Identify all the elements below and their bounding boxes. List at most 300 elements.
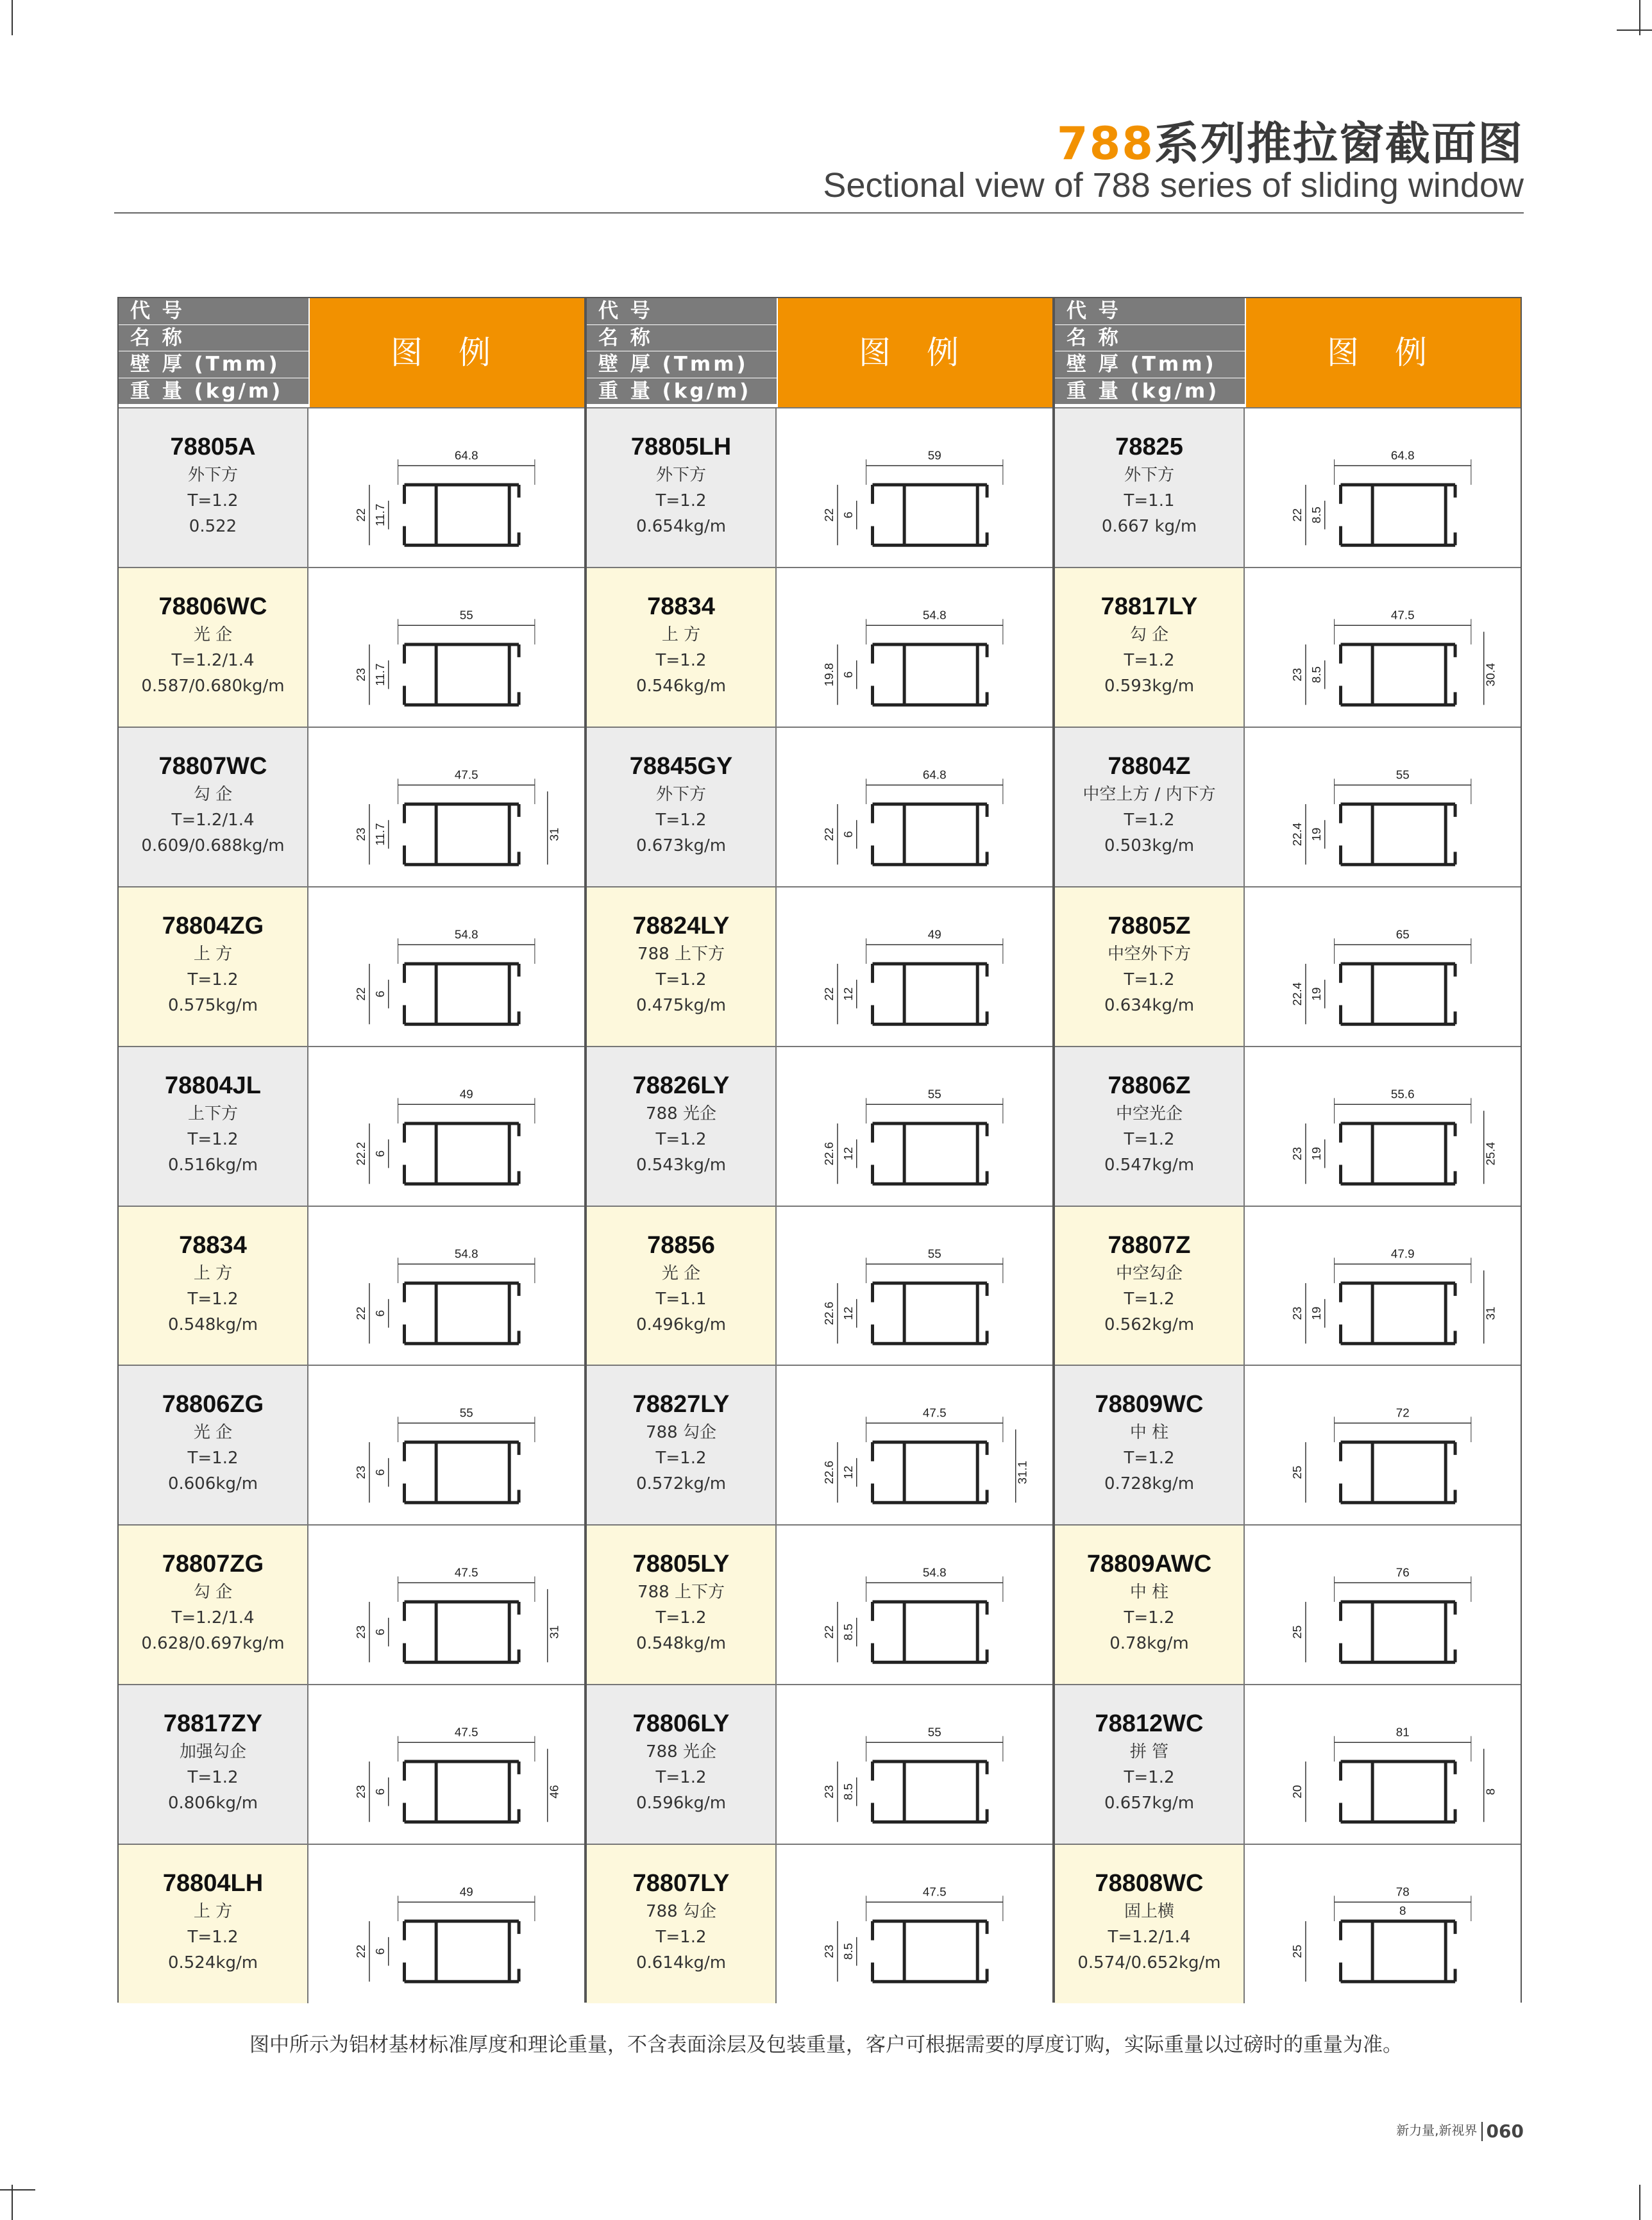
profile-code: 78827LY [632, 1391, 730, 1418]
table-row [1055, 1524, 1521, 1684]
dimension-right: 31 [547, 827, 561, 841]
profile-code: 78856 [647, 1231, 715, 1259]
profile-drawing [308, 1047, 584, 1206]
table-row [119, 886, 584, 1046]
profile-name: 788 勾企 [646, 1902, 716, 1922]
profile-outline [405, 1123, 519, 1184]
dimension-right: 31 [547, 1625, 561, 1639]
profile-code: 78804JL [164, 1072, 261, 1099]
dimension-inner: 6 [841, 830, 855, 838]
title-text: 系列推拉窗截面图 [1154, 117, 1524, 170]
profile-thickness: T=1.2 [1124, 650, 1175, 670]
footnote: 图中所示为铝材基材标准厚度和理论重量，不含表面涂层及包装重量，客户可根据需要的厚度订购，实际重量以过磅时的重量为准。 [249, 2033, 1403, 2056]
profile-code: 78809AWC [1086, 1551, 1212, 1578]
title-rule [114, 212, 1524, 214]
profile-section-svg [1245, 887, 1521, 1046]
profile-thickness: T=1.2 [187, 1129, 239, 1149]
profile-outline [1341, 804, 1456, 864]
table-row [119, 567, 584, 727]
profile-thickness: T=1.2/1.4 [171, 650, 255, 670]
profile-outline [405, 485, 519, 545]
profile-code: 78817LY [1100, 593, 1198, 620]
profile-code: 78812WC [1095, 1710, 1204, 1738]
profile-section-svg [308, 1207, 584, 1365]
profile-drawing [1245, 1685, 1521, 1844]
profile-weight: 0.657kg/m [1104, 1794, 1195, 1813]
profile-thickness: T=1.2 [655, 491, 707, 510]
header-label-thickness: 壁 厚 (Tmm) [1055, 351, 1245, 378]
profile-drawing [777, 728, 1052, 886]
profile-weight: 0.634kg/m [1104, 995, 1195, 1015]
dimension-width: 55 [459, 1406, 473, 1420]
profile-thickness: T=1.2 [187, 970, 239, 989]
profile-code: 78817ZY [163, 1710, 263, 1738]
profile-outline [405, 964, 519, 1024]
profile-weight: 0.609/0.688kg/m [141, 836, 285, 855]
profile-drawing [308, 1845, 584, 2003]
dimension-height: 22.6 [822, 1301, 836, 1325]
dimension-inner: 6 [373, 1150, 387, 1157]
profile-thickness: T=1.2 [187, 1449, 239, 1468]
profile-section-svg [777, 1526, 1052, 1684]
dimension-width: 47.5 [922, 1406, 947, 1420]
profile-weight: 0.547kg/m [1104, 1155, 1195, 1175]
profile-section-svg [777, 1047, 1052, 1206]
dimension-width: 55 [927, 1246, 941, 1260]
dimension-height: 25 [1290, 1466, 1304, 1480]
profile-code: 78807WC [158, 752, 267, 780]
dimension-width: 76 [1395, 1565, 1410, 1579]
header-label-thickness: 壁 厚 (Tmm) [587, 351, 777, 378]
profile-info [587, 1047, 777, 1206]
table-row [1055, 727, 1521, 886]
profile-thickness: T=1.2 [187, 1289, 239, 1309]
profile-section-svg [308, 1685, 584, 1844]
profile-outline [405, 804, 519, 864]
profile-outline [405, 1283, 519, 1343]
profile-name: 外下方 [187, 466, 238, 485]
profile-weight: 0.654kg/m [636, 517, 727, 536]
profile-info [587, 408, 777, 567]
dimension-width: 49 [459, 1885, 473, 1899]
profile-section-svg [1245, 1526, 1521, 1684]
table-row [1055, 1365, 1521, 1524]
page-subtitle: Sectional view of 788 series of sliding window [823, 166, 1524, 205]
profile-name: 加强勾企 [179, 1742, 246, 1762]
profile-drawing [777, 1047, 1052, 1206]
dimension-inner: 19 [1309, 1306, 1323, 1320]
profile-thickness: T=1.2 [655, 1449, 707, 1468]
dimension-inner: 6 [373, 990, 387, 998]
profile-section-svg [308, 1366, 584, 1524]
profile-outline [1341, 964, 1456, 1024]
dimension-width: 47.5 [454, 768, 478, 782]
table-row [587, 1524, 1052, 1684]
header-labels [587, 298, 777, 407]
profile-drawing [1245, 1366, 1521, 1524]
profile-outline [405, 1921, 519, 1981]
table-row [587, 567, 1052, 727]
dimension-inner: 6 [841, 511, 855, 519]
crop-mark [12, 0, 13, 35]
header-label-code: 代 号 [119, 298, 308, 325]
profile-code: 78805A [170, 433, 256, 460]
profile-name: 788 勾企 [646, 1423, 716, 1443]
profile-thickness: T=1.2 [655, 1768, 707, 1788]
dimension-width: 49 [459, 1086, 473, 1100]
profile-section-svg [777, 728, 1052, 886]
profile-info [587, 1366, 777, 1524]
profile-info [119, 1207, 308, 1365]
profile-drawing [308, 1366, 584, 1524]
table-column [117, 297, 586, 2003]
profile-name: 788 上下方 [637, 944, 725, 964]
dimension-height: 22 [822, 1625, 836, 1639]
profile-info [587, 568, 777, 727]
profile-thickness: T=1.2 [1124, 1129, 1175, 1149]
profile-weight: 0.548kg/m [167, 1315, 258, 1334]
dimension-height: 23 [1290, 668, 1304, 682]
dimension-width: 72 [1395, 1406, 1410, 1420]
dimension-inner: 19 [1309, 987, 1323, 1001]
profile-weight: 0.667 kg/m [1101, 517, 1197, 536]
profile-drawing [1245, 1526, 1521, 1684]
profile-thickness: T=1.2 [1124, 1289, 1175, 1309]
profile-thickness: T=1.1 [1124, 491, 1175, 510]
table-row [1055, 407, 1521, 567]
table-row [119, 1365, 584, 1524]
profile-name: 788 上下方 [637, 1583, 725, 1602]
dimension-width: 49 [927, 927, 941, 941]
profile-code: 78807Z [1108, 1231, 1191, 1259]
table-row [587, 1365, 1052, 1524]
table-row [587, 727, 1052, 886]
profile-code: 78808WC [1095, 1870, 1204, 1897]
dimension-height: 22 [822, 508, 836, 522]
profile-name: 上 方 [193, 944, 233, 964]
dimension-inner: 12 [841, 1147, 855, 1161]
dimension-height: 22 [354, 987, 368, 1001]
profile-drawing [1245, 1207, 1521, 1365]
dimension-width: 78 [1395, 1885, 1410, 1899]
profile-drawing [777, 887, 1052, 1046]
profile-name: 中 柱 [1129, 1583, 1169, 1602]
table-row [119, 1844, 584, 2003]
table-row [587, 1684, 1052, 1844]
profile-drawing [308, 1685, 584, 1844]
profile-section-svg [777, 408, 1052, 567]
profile-drawing [777, 1366, 1052, 1524]
profile-outline [405, 644, 519, 705]
profile-info [587, 1685, 777, 1844]
profile-code: 78809WC [1095, 1391, 1204, 1418]
profile-drawing [777, 1845, 1052, 2003]
dimension-height: 23 [822, 1944, 836, 1958]
profile-thickness: T=1.1 [655, 1289, 707, 1309]
table-row [587, 1046, 1052, 1206]
profile-code: 78834 [647, 593, 715, 620]
profile-info [1055, 887, 1245, 1046]
dimension-width: 64.8 [922, 768, 947, 782]
dimension-inner: 6 [373, 1309, 387, 1316]
profile-drawing [308, 568, 584, 727]
header-label-code: 代 号 [587, 298, 777, 325]
profile-name: 外下方 [655, 784, 706, 804]
profile-info [587, 1526, 777, 1684]
header-label-weight: 重 量 (kg/m) [1055, 378, 1245, 405]
profile-thickness: T=1.2 [1124, 810, 1175, 830]
profile-info [119, 728, 308, 886]
dimension-right: 46 [547, 1785, 561, 1799]
profile-drawing [777, 1207, 1052, 1365]
profile-drawing [777, 1685, 1052, 1844]
dimension-height: 23 [1290, 1306, 1304, 1320]
profile-section-svg [1245, 568, 1521, 727]
dimension-height: 22 [354, 1944, 368, 1958]
profile-outline [405, 1762, 519, 1822]
profile-thickness: T=1.2 [187, 491, 239, 510]
dimension-height: 22 [822, 827, 836, 841]
profile-drawing [777, 1526, 1052, 1684]
page-footer [1396, 2120, 1524, 2142]
profile-drawing [308, 1526, 584, 1684]
header-label-name: 名 称 [119, 325, 308, 352]
dimension-width: 47.5 [922, 1885, 947, 1899]
profile-info [1055, 1207, 1245, 1365]
table-row [119, 727, 584, 886]
dimension-height: 22.6 [822, 1461, 836, 1484]
profile-name: 勾 企 [193, 1583, 233, 1602]
dimension-inner: 12 [841, 987, 855, 1001]
dimension-width: 64.8 [1390, 448, 1415, 462]
table-row [1055, 1844, 1521, 2003]
profile-weight: 0.606kg/m [167, 1474, 258, 1494]
crop-mark [1639, 2185, 1640, 2220]
profile-weight: 0.543kg/m [636, 1155, 727, 1175]
profile-weight: 0.574/0.652kg/m [1077, 1953, 1221, 1973]
profile-outline [873, 1123, 988, 1184]
profile-section-svg [308, 1526, 584, 1684]
profile-thickness: T=1.2 [187, 1928, 239, 1947]
profile-outline [873, 1762, 988, 1822]
profile-code: 78807LY [632, 1870, 730, 1897]
profile-weight: 0.728kg/m [1104, 1474, 1195, 1494]
profile-name: 中空外下方 [1107, 944, 1191, 964]
profile-name: 光 企 [661, 1263, 701, 1283]
profile-outline [873, 1921, 988, 1981]
profile-info [1055, 1526, 1245, 1684]
profile-outline [1341, 644, 1456, 705]
profile-thickness: T=1.2/1.4 [171, 1608, 255, 1628]
profile-info [1055, 1845, 1245, 2003]
profile-outline [873, 1283, 988, 1343]
dimension-height: 19.8 [822, 662, 836, 687]
profile-thickness: T=1.2 [655, 810, 707, 830]
profile-thickness: T=1.2 [655, 650, 707, 670]
header-label-name: 名 称 [1055, 325, 1245, 352]
dimension-inner: 12 [841, 1306, 855, 1320]
table-row [119, 407, 584, 567]
profile-weight: 0.475kg/m [636, 995, 727, 1015]
dimension-width: 54.8 [922, 1565, 947, 1579]
dimension-height: 23 [354, 668, 368, 682]
profile-section-svg [308, 1845, 584, 2003]
header-legend: 图 例 [308, 298, 584, 407]
header-labels [119, 298, 308, 407]
profile-outline [1341, 1123, 1456, 1184]
profile-info [1055, 568, 1245, 727]
dimension-height: 23 [822, 1785, 836, 1799]
profile-thickness: T=1.2 [655, 1928, 707, 1947]
table-row [587, 407, 1052, 567]
dimension-inner: 8.5 [1309, 507, 1323, 524]
table-row [119, 1206, 584, 1365]
dimension-inner: 11.7 [373, 663, 387, 686]
profile-weight: 0.516kg/m [167, 1155, 258, 1175]
profile-weight: 0.575kg/m [167, 995, 258, 1015]
dimension-inner: 6 [373, 1948, 387, 1955]
profile-outline [405, 1602, 519, 1662]
dimension-height: 22.6 [822, 1141, 836, 1166]
profile-section-svg [1245, 728, 1521, 886]
header-label-weight: 重 量 (kg/m) [119, 378, 308, 405]
profile-weight: 0.572kg/m [636, 1474, 727, 1494]
profile-weight: 0.496kg/m [636, 1315, 727, 1334]
profile-name: 勾 企 [1129, 625, 1169, 644]
profile-name: 788 光企 [646, 1104, 716, 1123]
profile-outline [1341, 1602, 1456, 1662]
dimension-height: 22.4 [1290, 982, 1304, 1006]
profile-name: 外下方 [655, 466, 706, 485]
profile-name: 拼 管 [1129, 1742, 1169, 1762]
profile-thickness: T=1.2 [187, 1768, 239, 1788]
profile-drawing [308, 728, 584, 886]
profile-info [119, 1366, 308, 1524]
profile-weight: 0.596kg/m [636, 1794, 727, 1813]
profile-thickness: T=1.2/1.4 [171, 810, 255, 830]
profile-section-svg [777, 1366, 1052, 1524]
profile-drawing [1245, 568, 1521, 727]
crop-mark [0, 2189, 35, 2191]
dimension-inner: 11.7 [373, 823, 387, 846]
dimension-width: 55 [459, 608, 473, 622]
profile-weight: 0.522 [189, 517, 237, 536]
table-column [586, 297, 1054, 2003]
profile-code: 78806Z [1108, 1072, 1191, 1099]
profile-name: 上 方 [193, 1263, 233, 1283]
dimension-inner: 8.5 [841, 1783, 855, 1801]
profile-section-svg [308, 1047, 584, 1206]
dimension-right: 31 [1483, 1306, 1497, 1320]
profile-outline [873, 964, 988, 1024]
table-row [1055, 1684, 1521, 1844]
header-legend: 图 例 [1245, 298, 1521, 407]
profile-info [587, 1845, 777, 2003]
profile-outline [1341, 1283, 1456, 1343]
profile-section-svg [1245, 1366, 1521, 1524]
dimension-width: 54.8 [922, 608, 947, 622]
profile-weight: 0.524kg/m [167, 1953, 258, 1973]
table-row [1055, 1206, 1521, 1365]
table-row [119, 1684, 584, 1844]
profile-weight: 0.562kg/m [1104, 1315, 1195, 1334]
page-title [1057, 108, 1524, 172]
profile-thickness: T=1.2 [1124, 1768, 1175, 1788]
profile-section-svg [777, 568, 1052, 727]
profile-weight: 0.593kg/m [1104, 676, 1195, 696]
profile-info [119, 887, 308, 1046]
profile-section-svg [777, 1845, 1052, 2003]
dimension-width: 47.5 [1390, 608, 1415, 622]
table-header [587, 298, 1052, 407]
profile-section-svg [1245, 1207, 1521, 1365]
profile-drawing [308, 1207, 584, 1365]
profile-thickness: T=1.2 [1124, 970, 1175, 989]
dimension-height: 25 [1290, 1944, 1304, 1958]
profile-outline [873, 804, 988, 864]
table-row [119, 1524, 584, 1684]
profile-outline [873, 644, 988, 705]
table-row [587, 1206, 1052, 1365]
profile-section-svg [1245, 408, 1521, 567]
dimension-inner: 19 [1309, 827, 1323, 841]
profile-name: 上下方 [187, 1104, 238, 1123]
slogan: 新力量,新视界 [1396, 2123, 1478, 2138]
dimension-width: 55 [927, 1086, 941, 1100]
profile-name: 光 企 [193, 1423, 233, 1443]
dimension-width: 47.5 [454, 1725, 478, 1739]
dimension-inner: 8.5 [1309, 666, 1323, 684]
dimension-width: 64.8 [454, 448, 478, 462]
profile-thickness: T=1.2 [1124, 1449, 1175, 1468]
dimension-height: 23 [354, 1785, 368, 1799]
profile-code: 78807ZG [162, 1551, 264, 1578]
table-row [1055, 886, 1521, 1046]
dimension-height: 25 [1290, 1625, 1304, 1639]
profile-info [587, 728, 777, 886]
table-header [119, 298, 584, 407]
profile-outline [873, 1442, 988, 1502]
profile-name: 中空勾企 [1115, 1263, 1183, 1283]
table-column [1054, 297, 1522, 2003]
profile-name: 中空上方 / 内下方 [1083, 784, 1216, 804]
page-number: 060 [1486, 2121, 1524, 2142]
profile-thickness: T=1.2 [1124, 1608, 1175, 1628]
profile-outline [1341, 1921, 1456, 1981]
profile-code: 78806ZG [162, 1391, 264, 1418]
profile-info [1055, 1047, 1245, 1206]
profile-name: 中空光企 [1115, 1104, 1183, 1123]
dimension-height: 22 [354, 508, 368, 522]
profile-code: 78804Z [1108, 752, 1191, 780]
header-label-thickness: 壁 厚 (Tmm) [119, 351, 308, 378]
dimension-width: 55 [1395, 768, 1410, 782]
profile-weight: 0.614kg/m [636, 1953, 727, 1973]
profile-thickness: T=1.2 [655, 970, 707, 989]
title-number: 788 [1056, 117, 1154, 170]
profile-code: 78804LH [162, 1870, 264, 1897]
profile-code: 78804ZG [162, 912, 264, 939]
profile-drawing [1245, 1845, 1521, 2003]
profile-thickness: T=1.2 [655, 1129, 707, 1149]
profile-section-svg [1245, 1047, 1521, 1206]
table-header [1055, 298, 1521, 407]
dimension-mid: 8 [1399, 1904, 1406, 1918]
dimension-height: 22 [1290, 508, 1304, 522]
profile-info [119, 1047, 308, 1206]
table-row [1055, 567, 1521, 727]
dimension-inner: 8.5 [841, 1943, 855, 1960]
